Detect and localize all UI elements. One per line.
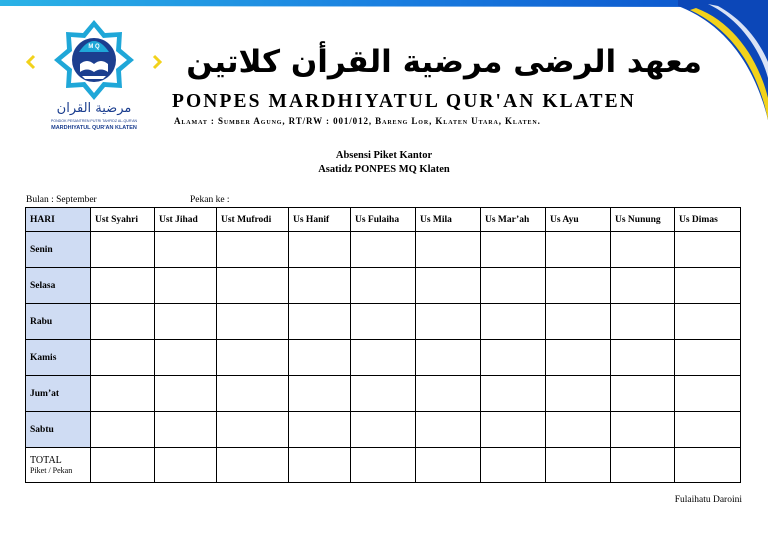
attendance-cell xyxy=(289,412,351,448)
attendance-cell xyxy=(416,232,481,268)
attendance-cell xyxy=(155,412,217,448)
teacher-column-header: Ust Syahri xyxy=(91,208,155,232)
table-header-row xyxy=(26,208,741,232)
attendance-cell xyxy=(91,232,155,268)
attendance-cell xyxy=(155,304,217,340)
total-cell xyxy=(351,448,416,483)
attendance-cell xyxy=(289,304,351,340)
teacher-column-header: Us Mar’ah xyxy=(481,208,546,232)
attendance-cell xyxy=(91,304,155,340)
attendance-cell xyxy=(416,268,481,304)
attendance-cell xyxy=(481,268,546,304)
day-label-cell: Jum’at xyxy=(26,376,91,412)
attendance-cell xyxy=(416,304,481,340)
teacher-column-header: Us Ayu xyxy=(546,208,611,232)
attendance-table xyxy=(25,207,741,483)
attendance-cell xyxy=(416,376,481,412)
table-row xyxy=(26,304,741,340)
teacher-column-header: Ust Mufrodi xyxy=(217,208,289,232)
arabic-institution-name: معهد الرضى مرضية القرأن كلاتين xyxy=(186,44,702,80)
document-title: Absensi Piket Kantor xyxy=(335,150,433,161)
total-cell xyxy=(481,448,546,483)
attendance-cell xyxy=(546,340,611,376)
attendance-cell xyxy=(481,376,546,412)
attendance-cell xyxy=(416,340,481,376)
attendance-cell xyxy=(91,340,155,376)
attendance-cell xyxy=(546,412,611,448)
day-label-cell: Sabtu xyxy=(26,412,91,448)
day-label-cell: Kamis xyxy=(26,340,91,376)
attendance-cell xyxy=(546,232,611,268)
attendance-cell xyxy=(675,268,741,304)
total-cell xyxy=(289,448,351,483)
table-row xyxy=(26,376,741,412)
attendance-cell xyxy=(155,376,217,412)
teacher-column-header: Us Hanif xyxy=(289,208,351,232)
attendance-cell xyxy=(217,376,289,412)
teacher-column-header: Us Fulaiha xyxy=(351,208,416,232)
attendance-cell xyxy=(217,304,289,340)
month-label: Bulan : September xyxy=(26,195,97,205)
total-cell xyxy=(217,448,289,483)
total-cell xyxy=(675,448,741,483)
attendance-cell xyxy=(91,268,155,304)
total-cell xyxy=(155,448,217,483)
table-row xyxy=(26,412,741,448)
attendance-cell xyxy=(91,412,155,448)
attendance-cell xyxy=(155,340,217,376)
teacher-column-header: Ust Jihad xyxy=(155,208,217,232)
week-label: Pekan ke : xyxy=(190,195,230,205)
attendance-cell xyxy=(675,340,741,376)
institution-address: Alamat : Sumber Agung, RT/RW : 001/012, Bareng Lor, Klaten Utara, Klaten. xyxy=(174,116,541,126)
attendance-cell xyxy=(546,268,611,304)
logo-arabic-text: مرضية القران xyxy=(56,101,132,116)
attendance-cell xyxy=(675,232,741,268)
attendance-cell xyxy=(611,232,675,268)
total-row xyxy=(26,448,741,483)
document-subtitle: Asatidz PONPES MQ Klaten xyxy=(318,164,450,175)
attendance-cell xyxy=(611,412,675,448)
table-row xyxy=(26,340,741,376)
header-top-stripe xyxy=(0,0,768,7)
attendance-cell xyxy=(675,304,741,340)
attendance-cell xyxy=(481,232,546,268)
total-label-cell xyxy=(26,448,91,483)
attendance-cell xyxy=(289,268,351,304)
attendance-cell xyxy=(546,376,611,412)
attendance-cell xyxy=(351,376,416,412)
total-cell xyxy=(416,448,481,483)
attendance-cell xyxy=(675,412,741,448)
attendance-cell xyxy=(289,376,351,412)
total-cell xyxy=(91,448,155,483)
attendance-cell xyxy=(351,412,416,448)
attendance-cell xyxy=(351,268,416,304)
attendance-cell xyxy=(289,232,351,268)
svg-text:M Q: M Q xyxy=(88,44,100,50)
attendance-cell xyxy=(481,304,546,340)
day-label-cell: Senin xyxy=(26,232,91,268)
table-row xyxy=(26,232,741,268)
attendance-cell xyxy=(289,340,351,376)
attendance-cell xyxy=(217,412,289,448)
attendance-cell xyxy=(217,340,289,376)
attendance-cell xyxy=(481,340,546,376)
total-cell xyxy=(611,448,675,483)
total-sublabel: Piket / Pekan xyxy=(30,465,73,475)
logo-subtitle-small: PONDOK PESANTREN PUTRI TAHFIDZ AL-QUR'AN xyxy=(50,119,138,123)
attendance-cell xyxy=(546,304,611,340)
attendance-cell xyxy=(351,304,416,340)
total-label: TOTAL xyxy=(30,454,62,466)
attendance-cell xyxy=(351,232,416,268)
attendance-cell xyxy=(675,376,741,412)
day-label-cell: Selasa xyxy=(26,268,91,304)
attendance-cell xyxy=(611,376,675,412)
teacher-column-header: Us Nunung xyxy=(611,208,675,232)
institution-name: PONPES MARDHIYATUL QUR'AN KLATEN xyxy=(172,91,636,112)
pesantren-logo xyxy=(26,16,162,134)
attendance-cell xyxy=(416,412,481,448)
attendance-cell xyxy=(481,412,546,448)
attendance-cell xyxy=(217,232,289,268)
day-column-header: HARI xyxy=(26,208,91,232)
total-cell xyxy=(546,448,611,483)
attendance-cell xyxy=(611,340,675,376)
attendance-cell xyxy=(611,268,675,304)
logo-subtitle-name: MARDHIYATUL QUR'AN KLATEN xyxy=(51,125,137,131)
attendance-cell xyxy=(155,232,217,268)
attendance-cell xyxy=(217,268,289,304)
table-row xyxy=(26,268,741,304)
teacher-column-header: Us Dimas xyxy=(675,208,741,232)
attendance-cell xyxy=(91,376,155,412)
attendance-cell xyxy=(611,304,675,340)
attendance-cell xyxy=(351,340,416,376)
teacher-column-header: Us Mila xyxy=(416,208,481,232)
day-label-cell: Rabu xyxy=(26,304,91,340)
signer-name: Fulaihatu Daroini xyxy=(674,495,742,505)
attendance-cell xyxy=(155,268,217,304)
